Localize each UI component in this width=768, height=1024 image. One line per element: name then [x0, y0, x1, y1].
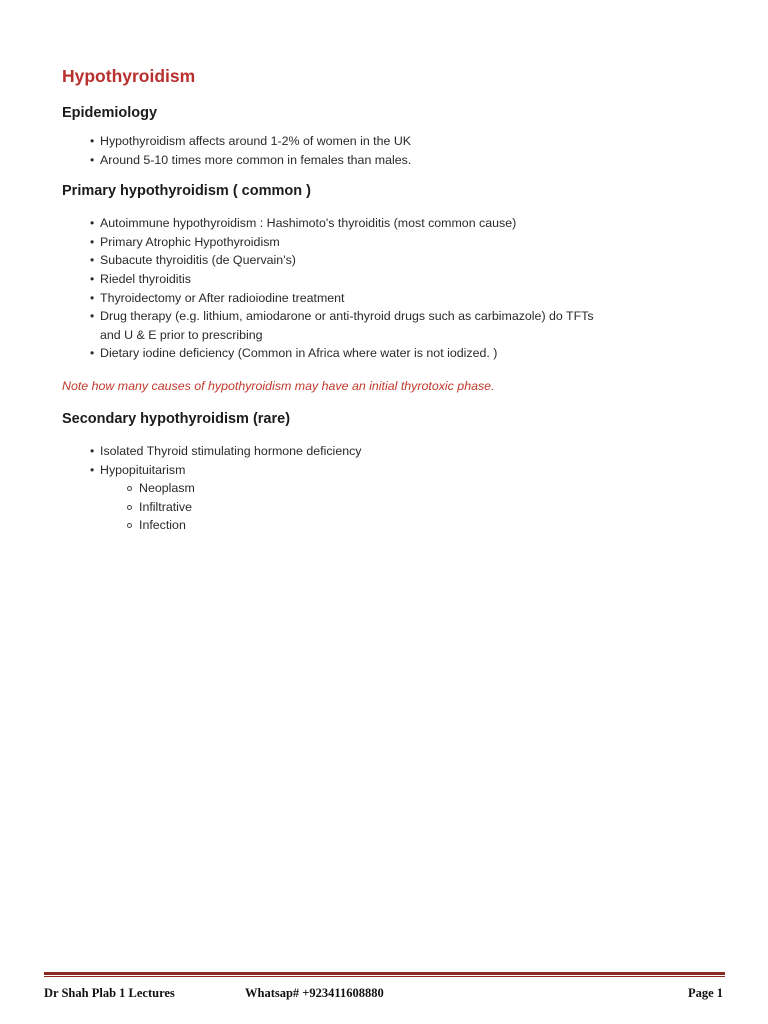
list-item [62, 442, 742, 461]
list-item-text: Hypothyroidism affects around 1-2% of women in the UK [100, 134, 412, 148]
bullet-icon: • [90, 216, 95, 231]
hollow-bullet-icon [127, 523, 132, 528]
list-item [62, 233, 742, 252]
list-item-text: Drug therapy (e.g. lithium, amiodarone or anti-thyroid drugs such as carbimazole) do TFTs [100, 309, 594, 324]
list-item-text: Hypopituitarism [100, 462, 186, 477]
list-item-text: Riedel thyroiditis [100, 271, 191, 286]
bullet-icon: • [90, 271, 95, 286]
bullet-icon: • [90, 290, 95, 305]
bullet-icon: • [90, 253, 95, 268]
bullet-icon: • [90, 134, 95, 148]
secondary-causes-list [62, 442, 742, 479]
list-item [62, 132, 742, 151]
thyrotoxic-note: Note how many causes of hypothyroidism may have an initial thyrotoxic phase. [62, 378, 495, 393]
list-item [62, 461, 742, 480]
list-item [62, 214, 742, 233]
list-item-text: Around 5-10 times more common in females than males. [100, 152, 412, 167]
sub-list-item-text: Infection [139, 518, 186, 533]
hollow-bullet-icon [127, 486, 132, 491]
list-item [62, 307, 742, 344]
bullet-icon: • [90, 309, 95, 324]
list-item-continuation: and U & E prior to prescribing [100, 327, 263, 342]
sub-list-item [62, 516, 742, 535]
list-item [62, 251, 742, 270]
sub-list-item-text: Neoplasm [139, 481, 195, 496]
bullet-icon: • [90, 462, 95, 477]
bullet-icon: • [90, 152, 95, 167]
list-item [62, 289, 742, 308]
list-item [62, 270, 742, 289]
sub-list-item [62, 479, 742, 498]
list-item-text: Subacute thyroiditis (de Quervain's) [100, 253, 296, 268]
footer-rule [44, 972, 725, 975]
list-item-text: Thyroidectomy or After radioiodine treatment [100, 290, 345, 305]
list-item-text: Autoimmune hypothyroidism : Hashimoto's thyroiditis (most common cause) [100, 216, 517, 231]
document-body [62, 64, 742, 535]
page-title: Hypothyroidism [62, 66, 196, 86]
sub-list-item-text: Infiltrative [139, 499, 193, 514]
hypopituitarism-sublist [62, 479, 742, 535]
list-item-text: Primary Atrophic Hypothyroidism [100, 234, 280, 249]
hollow-bullet-icon [127, 505, 132, 510]
sub-list-item [62, 498, 742, 517]
section-heading-primary: Primary hypothyroidism ( common ) [62, 183, 311, 200]
footer-row [44, 977, 725, 1001]
bullet-icon: • [90, 346, 95, 361]
list-item [62, 344, 742, 363]
list-item-text: Dietary iodine deficiency (Common in Africa where water is not iodized. ) [100, 346, 498, 361]
page-footer [44, 972, 725, 1001]
list-item [62, 151, 742, 170]
primary-causes-list [62, 214, 742, 363]
footer-author: Dr Shah Plab 1 Lectures [44, 986, 175, 1000]
bullet-icon: • [90, 234, 95, 249]
epidemiology-list [62, 132, 742, 169]
bullet-icon: • [90, 443, 95, 458]
section-heading-epidemiology: Epidemiology [62, 105, 158, 121]
section-heading-secondary: Secondary hypothyroidism (rare) [62, 410, 291, 427]
list-item-text: Isolated Thyroid stimulating hormone deficiency [100, 443, 362, 458]
footer-page-number: Page 1 [687, 986, 723, 1000]
footer-contact: Whatsap# +923411608880 [245, 986, 384, 1000]
